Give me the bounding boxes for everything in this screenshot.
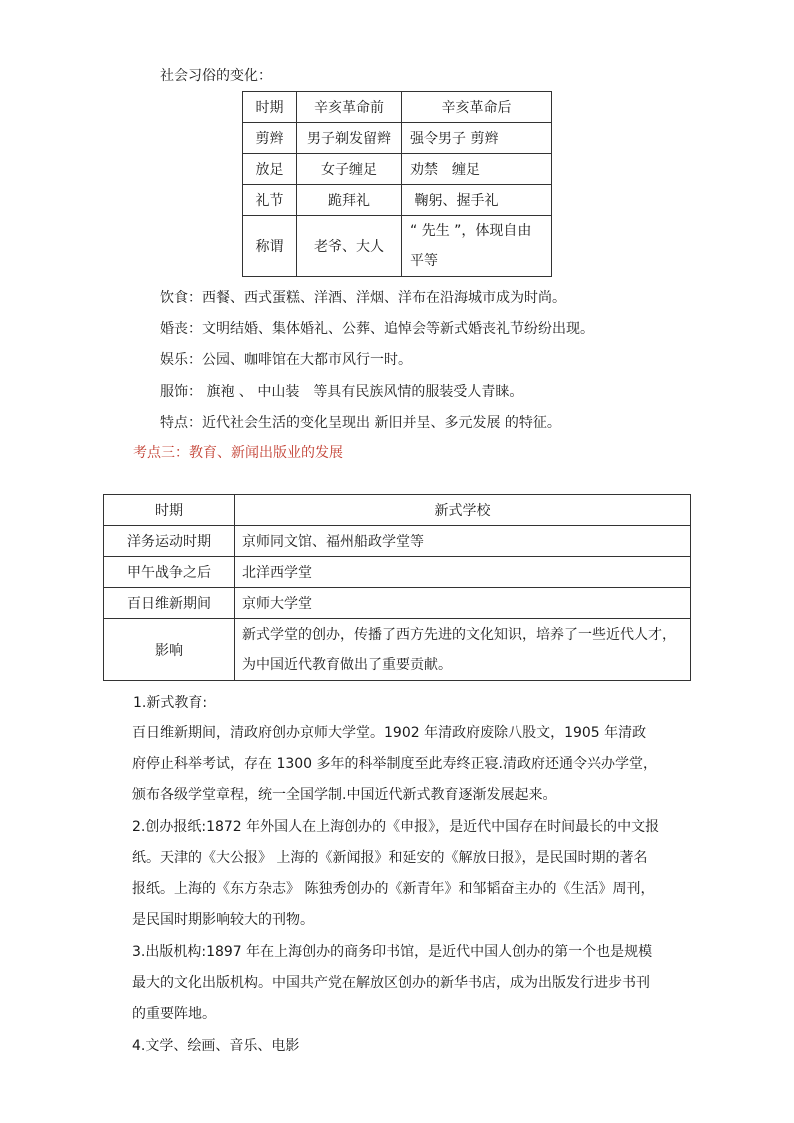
table-header-cell: 辛亥革命前 [297, 92, 402, 123]
table-row [104, 619, 691, 681]
table-header-cell: 辛亥革命后 [402, 92, 552, 123]
edu-title: 1.新式教育: [133, 695, 208, 711]
table-cell: 百日维新期间 [104, 588, 235, 619]
table-cell: 洋务运动时期 [104, 526, 235, 557]
table-row [104, 557, 691, 588]
table-cell: 男子剃发留辫 [297, 123, 402, 154]
table-cell: 鞠躬、握手礼 [402, 185, 552, 216]
life-line-wedding: 婚丧：文明结婚、集体婚礼、公葬、追悼会等新式婚丧礼节纷纷出现。 [160, 321, 594, 337]
table-cell: 影响 [104, 619, 235, 681]
edu-paragraph: 百日维新期间，清政府创办京师大学堂。1902 年清政府废除八股文，1905 年清政府停止科举考试，存在 1300 多年的科举制度至此寿终正寝.清政府还通令兴办学堂，颁布各级学堂章程，统一全国学制.中国近代新式教育逐渐发展起来。 [132, 725, 657, 803]
table-header-cell: 时期 [104, 495, 235, 526]
publishing-paragraph: 3.出版机构:1897 年在上海创办的商务印书馆，是近代中国人创办的第一个也是规模最大的文化出版机构。中国共产党在解放区创办的新华书店，成为出版发行进步书刊的重要阵地。 [132, 944, 653, 1022]
table-cell: 劝禁 缠足 [402, 154, 552, 185]
table-cell: “ 先生 ”，体现自由平等 [402, 216, 552, 277]
section-title: 考点三：教育、新闻出版业的发展 [133, 445, 343, 461]
table-cell: 跪拜礼 [297, 185, 402, 216]
table-cell: 北洋西学堂 [235, 557, 691, 588]
arts-line: 4.文学、绘画、音乐、电影 [132, 1038, 300, 1054]
life-line-feature: 特点：近代社会生活的变化呈现出 新旧并呈、多元发展 的特征。 [160, 415, 561, 431]
table-cell: 京师大学堂 [235, 588, 691, 619]
customs-heading: 社会习俗的变化： [160, 68, 272, 84]
table-cell: 甲午战争之后 [104, 557, 235, 588]
table-header-cell: 时期 [243, 92, 297, 123]
table-cell: 剪辫 [243, 123, 297, 154]
life-line-clothing: 服饰： 旗袍 、 中山装 等具有民族风情的服装受人青睐。 [160, 384, 524, 400]
table-header-row [243, 92, 552, 123]
table-cell: 礼节 [243, 185, 297, 216]
table-cell: 老爷、大人 [297, 216, 402, 277]
table-cell: 称谓 [243, 216, 297, 277]
school-table [103, 494, 691, 681]
table-header-row [104, 495, 691, 526]
table-row [243, 216, 552, 277]
customs-table [242, 91, 552, 277]
table-row [243, 185, 552, 216]
table-cell: 强令男子 剪辫 [402, 123, 552, 154]
table-cell: 新式学堂的创办，传播了西方先进的文化知识，培养了一些近代人才，为中国近代教育做出了重要贡献。 [235, 619, 691, 681]
table-row [243, 154, 552, 185]
table-cell: 京师同文馆、福州船政学堂等 [235, 526, 691, 557]
table-cell: 女子缠足 [297, 154, 402, 185]
life-line-food: 饮食：西餐、西式蛋糕、洋酒、洋烟、洋布在沿海城市成为时尚。 [160, 290, 566, 306]
newspaper-paragraph: 2.创办报纸:1872 年外国人在上海创办的《申报》，是近代中国存在时间最长的中文报纸。天津的《大公报》 上海的《新闻报》和延安的《解放日报》，是民国时期的著名报纸。上海的《东方杂志》 陈独秀创办的《新青年》和邹韬奋主办的《生活》周刊，是民国时期影响较大的刊物。 [132, 819, 660, 928]
table-row [104, 588, 691, 619]
table-row [243, 123, 552, 154]
life-line-entertainment: 娱乐：公园、咖啡馆在大都市风行一时。 [160, 352, 412, 368]
table-header-cell: 新式学校 [235, 495, 691, 526]
table-cell: 放足 [243, 154, 297, 185]
table-row [104, 526, 691, 557]
